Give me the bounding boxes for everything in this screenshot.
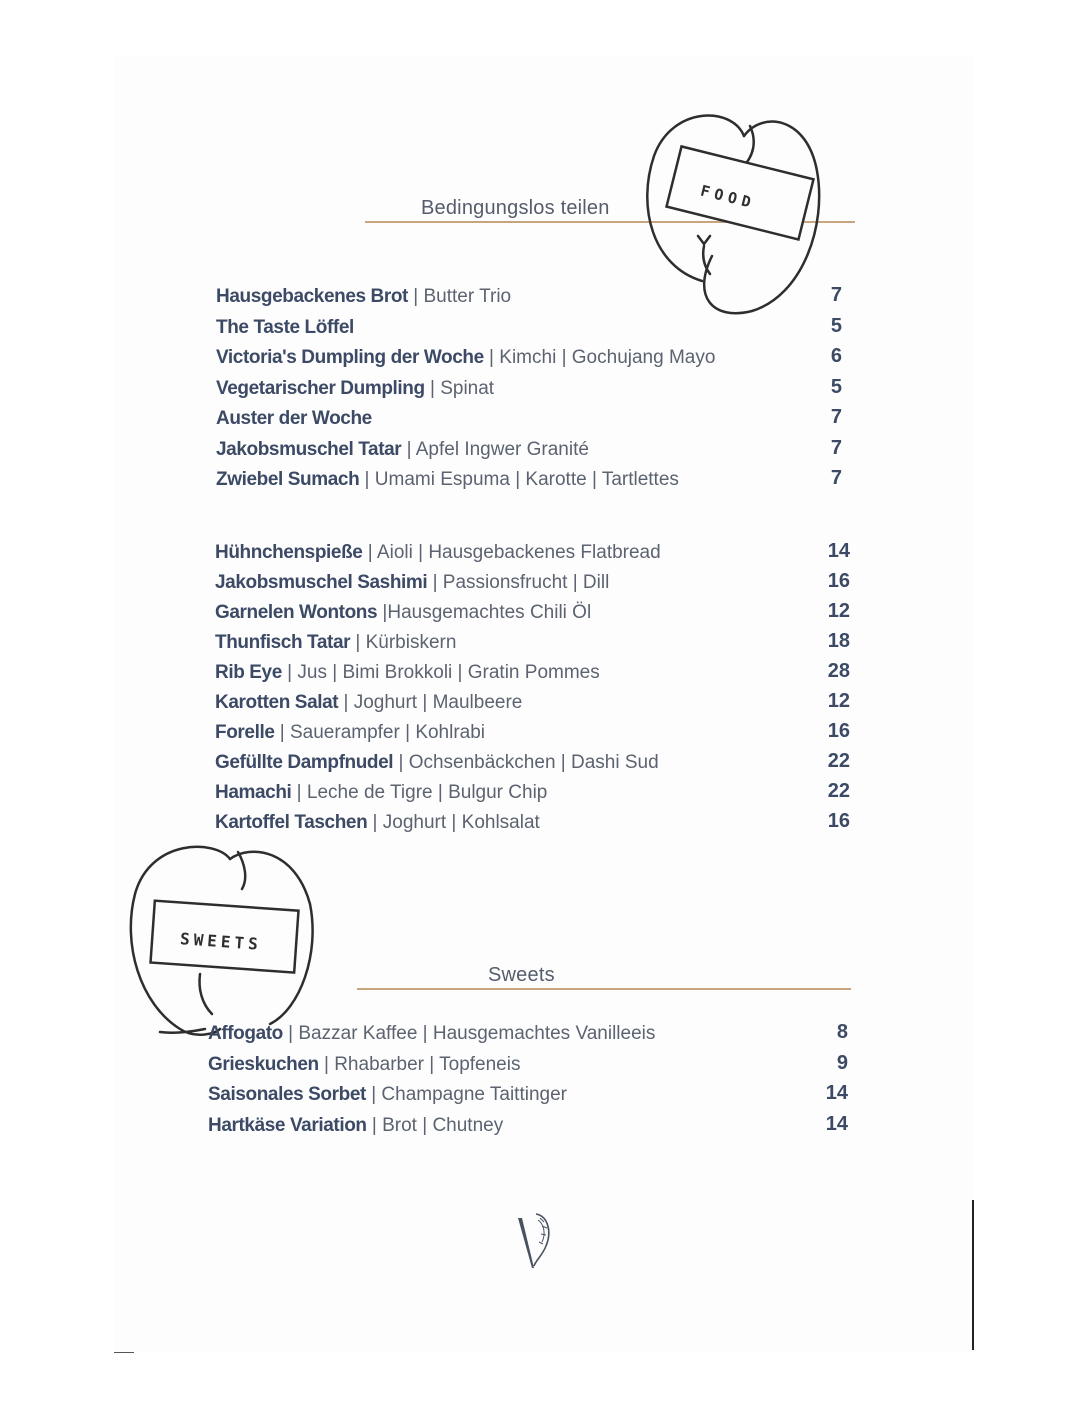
food-item — [215, 782, 547, 804]
sweets-item-price: 9 — [836, 1051, 848, 1074]
food-item-price: 5 — [830, 314, 842, 337]
food-item-name: Victoria's Dumpling der Woche — [216, 347, 484, 368]
restaurant-logo-icon — [510, 1210, 554, 1274]
food-item-description: | Leche de Tigre | Bulgur Chip — [291, 782, 548, 803]
food-item-description: | Joghurt | Kohlsalat — [367, 812, 540, 833]
paper-edge — [972, 1200, 974, 1350]
food-item — [215, 602, 591, 624]
food-section-title: Bedingungslos teilen — [421, 197, 610, 219]
food-item-description: | Kürbiskern — [350, 632, 457, 653]
food-item-name: Thunfisch Tatar — [215, 632, 351, 653]
food-item — [215, 542, 661, 564]
food-item-name: Hausgebackenes Brot — [216, 286, 408, 307]
sweets-item-name: Saisonales Sorbet — [208, 1084, 366, 1105]
food-item-price: 22 — [827, 750, 850, 772]
food-item-price: 7 — [830, 284, 842, 306]
food-stamp-label: FOOD — [698, 181, 758, 213]
food-item — [215, 722, 485, 744]
paper-edge-mark — [114, 1352, 134, 1353]
sweets-item — [208, 1023, 655, 1045]
food-item-description: | Aioli | Hausgebackenes Flatbread — [362, 542, 661, 563]
food-item-description: | Joghurt | Maulbeere — [338, 692, 523, 713]
food-item-price: 5 — [830, 375, 842, 398]
food-item-price: 6 — [830, 345, 842, 367]
food-item-name: Jakobsmuschel Sashimi — [215, 572, 428, 593]
food-item-price: 16 — [827, 570, 850, 592]
food-item — [216, 439, 589, 461]
sweets-item-description: | Rhabarber | Topfeneis — [318, 1053, 521, 1075]
sweets-item-name: Hartkäse Variation — [208, 1114, 367, 1136]
food-item-price: 12 — [827, 600, 850, 622]
food-item-price: 14 — [827, 540, 850, 562]
food-item-description: | Spinat — [424, 377, 495, 399]
food-item-description: | Kimchi | Gochujang Mayo — [483, 347, 716, 368]
food-item-price: 28 — [827, 660, 850, 682]
food-item-description: |Hausgemachtes Chili Öl — [377, 602, 592, 623]
food-item-description: | Sauerampfer | Kohlrabi — [274, 722, 486, 743]
food-item — [215, 572, 609, 594]
sweets-section-title: Sweets — [488, 964, 555, 986]
food-item-name: Kartoffel Taschen — [215, 812, 368, 833]
food-item-price: 7 — [830, 467, 842, 489]
food-item — [215, 662, 600, 684]
food-item-price: 16 — [827, 810, 850, 832]
food-item — [215, 632, 456, 654]
sweets-item-description: | Brot | Chutney — [366, 1114, 504, 1136]
food-item-name: Hamachi — [215, 782, 292, 803]
sweets-item-price: 14 — [825, 1082, 848, 1104]
sweets-item-name: Grieskuchen — [208, 1053, 319, 1075]
food-item-name: Jakobsmuschel Tatar — [216, 438, 402, 460]
food-item — [216, 408, 372, 430]
food-item — [216, 347, 715, 369]
food-item-price: 18 — [827, 630, 850, 652]
food-item-description: | Apfel Ingwer Granité — [401, 438, 589, 460]
sweets-item — [208, 1084, 567, 1106]
sweets-item — [208, 1054, 520, 1076]
food-item — [216, 378, 494, 400]
food-item-price: 7 — [830, 436, 842, 459]
sweets-item-description: | Champagne Taittinger — [365, 1084, 567, 1105]
food-item-name: Gefüllte Dampfnudel — [215, 752, 394, 773]
food-item-description: | Ochsenbäckchen | Dashi Sud — [393, 752, 659, 773]
food-item-name: Vegetarischer Dumpling — [216, 377, 425, 399]
food-item-name: Hühnchenspieße — [215, 542, 363, 563]
sweets-item-price: 8 — [836, 1021, 848, 1043]
food-item-price: 12 — [827, 690, 850, 712]
food-item-description: | Jus | Bimi Brokkoli | Gratin Pommes — [281, 662, 600, 683]
food-item-description: | Butter Trio — [407, 286, 512, 307]
food-item-price: 7 — [830, 406, 842, 428]
food-item — [215, 812, 540, 834]
food-item — [216, 317, 354, 339]
food-item — [215, 752, 659, 774]
food-item-description: | Passionsfrucht | Dill — [427, 572, 610, 593]
food-item-name: The Taste Löffel — [216, 316, 354, 338]
food-item-name: Rib Eye — [215, 662, 282, 683]
sweets-item-name: Affogato — [208, 1023, 283, 1044]
sweets-stamp-label: SWEETS — [179, 929, 263, 954]
food-item-name: Karotten Salat — [215, 692, 339, 713]
food-item — [215, 692, 522, 714]
food-item-description: | Umami Espuma | Karotte | Tartlettes — [359, 469, 679, 490]
sweets-item — [208, 1115, 503, 1137]
food-item-price: 16 — [827, 720, 850, 742]
sweets-section-rule — [357, 988, 851, 990]
food-item-name: Forelle — [215, 722, 275, 743]
food-item-price: 22 — [827, 780, 850, 802]
sweets-item-description: | Bazzar Kaffee | Hausgemachtes Vanilleeis — [282, 1023, 656, 1044]
food-item-name: Garnelen Wontons — [215, 602, 378, 623]
sweets-item-price: 14 — [825, 1112, 848, 1135]
food-item — [216, 469, 679, 491]
food-item-name: Zwiebel Sumach — [216, 469, 360, 490]
food-item — [216, 286, 511, 308]
food-item-name: Auster der Woche — [216, 408, 372, 429]
